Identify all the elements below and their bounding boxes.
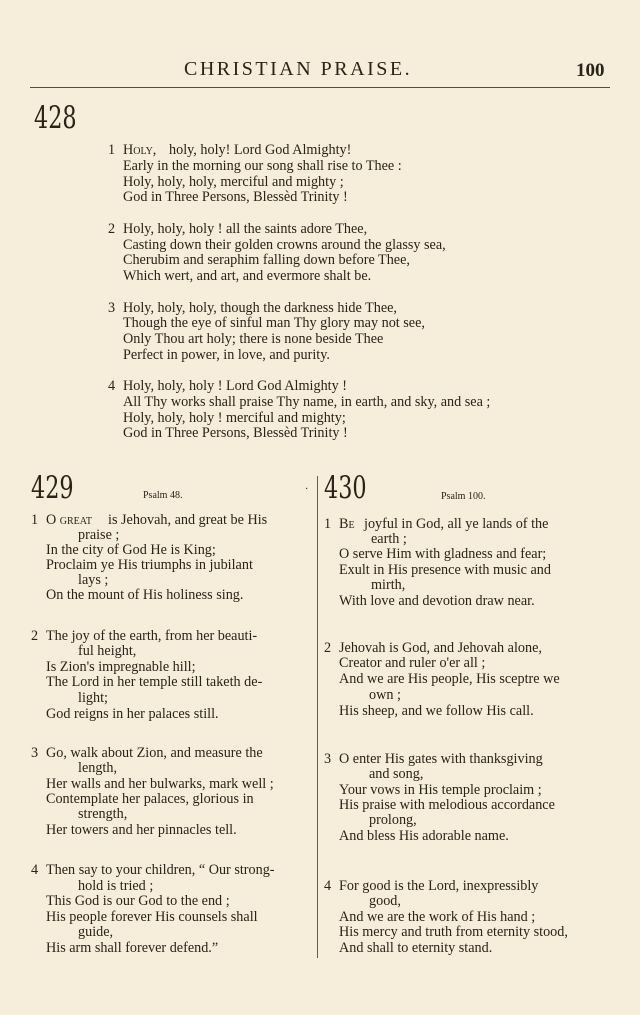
stanza-number: 2 (324, 640, 332, 656)
verse-line: Go, walk about Zion, and measure the (46, 745, 263, 761)
verse-line: With love and devotion draw near. (339, 593, 535, 609)
verse-line: Is Zion's impregnable hill; (46, 659, 196, 675)
psalm-reference: Psalm 100. (441, 491, 486, 502)
verse-line: The joy of the earth, from her beauti- (46, 628, 258, 644)
stanza-number: 3 (108, 300, 116, 316)
stanza-number: 2 (31, 628, 39, 644)
hymn-number: 430 (324, 470, 367, 506)
verse-line: His people forever His counsels shall (46, 909, 258, 925)
stanza-number: 3 (324, 751, 332, 767)
verse-line: In the city of God He is King; (46, 542, 216, 558)
stanza-lead: Be (339, 516, 355, 532)
verse-line: light; (78, 690, 108, 706)
column-divider (317, 476, 318, 958)
verse-line: Holy, holy, holy ! Lord God Almighty ! (123, 378, 347, 394)
header-divider (30, 87, 610, 88)
verse-line: length, (78, 760, 118, 776)
verse-line: God in Three Persons, Blessèd Trinity ! (123, 425, 348, 441)
verse-line: Only Thou art holy; there is none beside Thee (123, 331, 384, 347)
verse-line: earth ; (371, 531, 407, 547)
verse-line: God in Three Persons, Blessèd Trinity ! (123, 189, 348, 205)
verse-line: And we are His people, His sceptre we (339, 671, 560, 687)
verse-line: Which wert, and art, and evermore shalt be. (123, 268, 372, 284)
verse-line: This God is our God to the end ; (46, 893, 230, 909)
stanza-number: 1 (108, 142, 116, 158)
verse-line: own ; (369, 687, 401, 703)
stanza-lead: O great (46, 512, 93, 528)
verse-line: All Thy works shall praise Thy name, in earth, and sky, and sea ; (123, 394, 491, 410)
verse-line: guide, (78, 924, 114, 940)
verse-line: Proclaim ye His triumphs in jubilant (46, 557, 253, 573)
verse-line: O enter His gates with thanksgiving (339, 751, 543, 767)
stanza-number: 4 (108, 378, 116, 394)
psalm-reference: Psalm 48. (143, 490, 183, 501)
verse-line: Early in the morning our song shall rise to Thee : (123, 158, 402, 174)
verse-line: O serve Him with gladness and fear; (339, 546, 547, 562)
hymn-number: 428 (34, 100, 77, 136)
verse-line: His mercy and truth from eternity stood, (339, 924, 568, 940)
stanza-number: 1 (31, 512, 39, 528)
stanza-number: 2 (108, 221, 116, 237)
verse-line: hold is tried ; (78, 878, 154, 894)
verse-line: is Jehovah, and great be His (108, 512, 268, 528)
verse-line: His arm shall forever defend.” (46, 940, 219, 956)
verse-line: Her towers and her pinnacles tell. (46, 822, 237, 838)
verse-line: Jehovah is God, and Jehovah alone, (339, 640, 542, 656)
verse-line: joyful in God, all ye lands of the (364, 516, 549, 532)
verse-line: ful height, (78, 643, 137, 659)
stanza-number: 4 (324, 878, 332, 894)
verse-line: And bless His adorable name. (339, 828, 509, 844)
verse-line: good, (369, 893, 401, 909)
verse-line: Contemplate her palaces, glorious in (46, 791, 254, 807)
verse-line: Casting down their golden crowns around the glassy sea, (123, 237, 446, 253)
verse-line: Holy, holy, holy ! all the saints adore Thee, (123, 221, 368, 237)
stanza-number: 4 (31, 862, 39, 878)
verse-line: Holy, holy, holy, merciful and mighty ; (123, 174, 344, 190)
verse-line: strength, (78, 806, 128, 822)
verse-line: Creator and ruler o'er all ; (339, 655, 486, 671)
verse-line: prolong, (369, 812, 417, 828)
verse-line: On the mount of His holiness sing. (46, 587, 244, 603)
verse-line: and song, (369, 766, 424, 782)
verse-line: mirth, (371, 577, 406, 593)
verse-line: And shall to eternity stand. (339, 940, 493, 956)
verse-line: praise ; (78, 527, 120, 543)
hymn-number: 429 (31, 470, 74, 506)
verse-line: His sheep, and we follow His call. (339, 703, 534, 719)
page-number: 100 (576, 60, 605, 81)
verse-line: For good is the Lord, inexpressibly (339, 878, 539, 894)
verse-line: And we are the work of His hand ; (339, 909, 536, 925)
column-dot: · (305, 484, 309, 495)
verse-line: Holy, holy, holy ! merciful and mighty; (123, 410, 346, 426)
verse-line: lays ; (78, 572, 109, 588)
verse-line: Your vows in His temple proclaim ; (339, 782, 542, 798)
stanza-number: 3 (31, 745, 39, 761)
verse-line: God reigns in her palaces still. (46, 706, 219, 722)
stanza-number: 1 (324, 516, 332, 532)
verse-line: Exult in His presence with music and (339, 562, 551, 578)
stanza-lead: Holy, (123, 142, 157, 158)
verse-line: Cherubim and seraphim falling down before Thee, (123, 252, 410, 268)
verse-line: Holy, holy, holy, though the darkness hide Thee, (123, 300, 397, 316)
verse-line: holy, holy! Lord God Almighty! (169, 142, 352, 158)
verse-line: The Lord in her temple still taketh de- (46, 674, 263, 690)
running-title: CHRISTIAN PRAISE. (184, 58, 413, 80)
verse-line: Her walls and her bulwarks, mark well ; (46, 776, 274, 792)
verse-line: Then say to your children, “ Our strong- (46, 862, 275, 878)
verse-line: Perfect in power, in love, and purity. (123, 347, 330, 363)
verse-line: Though the eye of sinful man Thy glory may not see, (123, 315, 425, 331)
verse-line: His praise with melodious accordance (339, 797, 555, 813)
